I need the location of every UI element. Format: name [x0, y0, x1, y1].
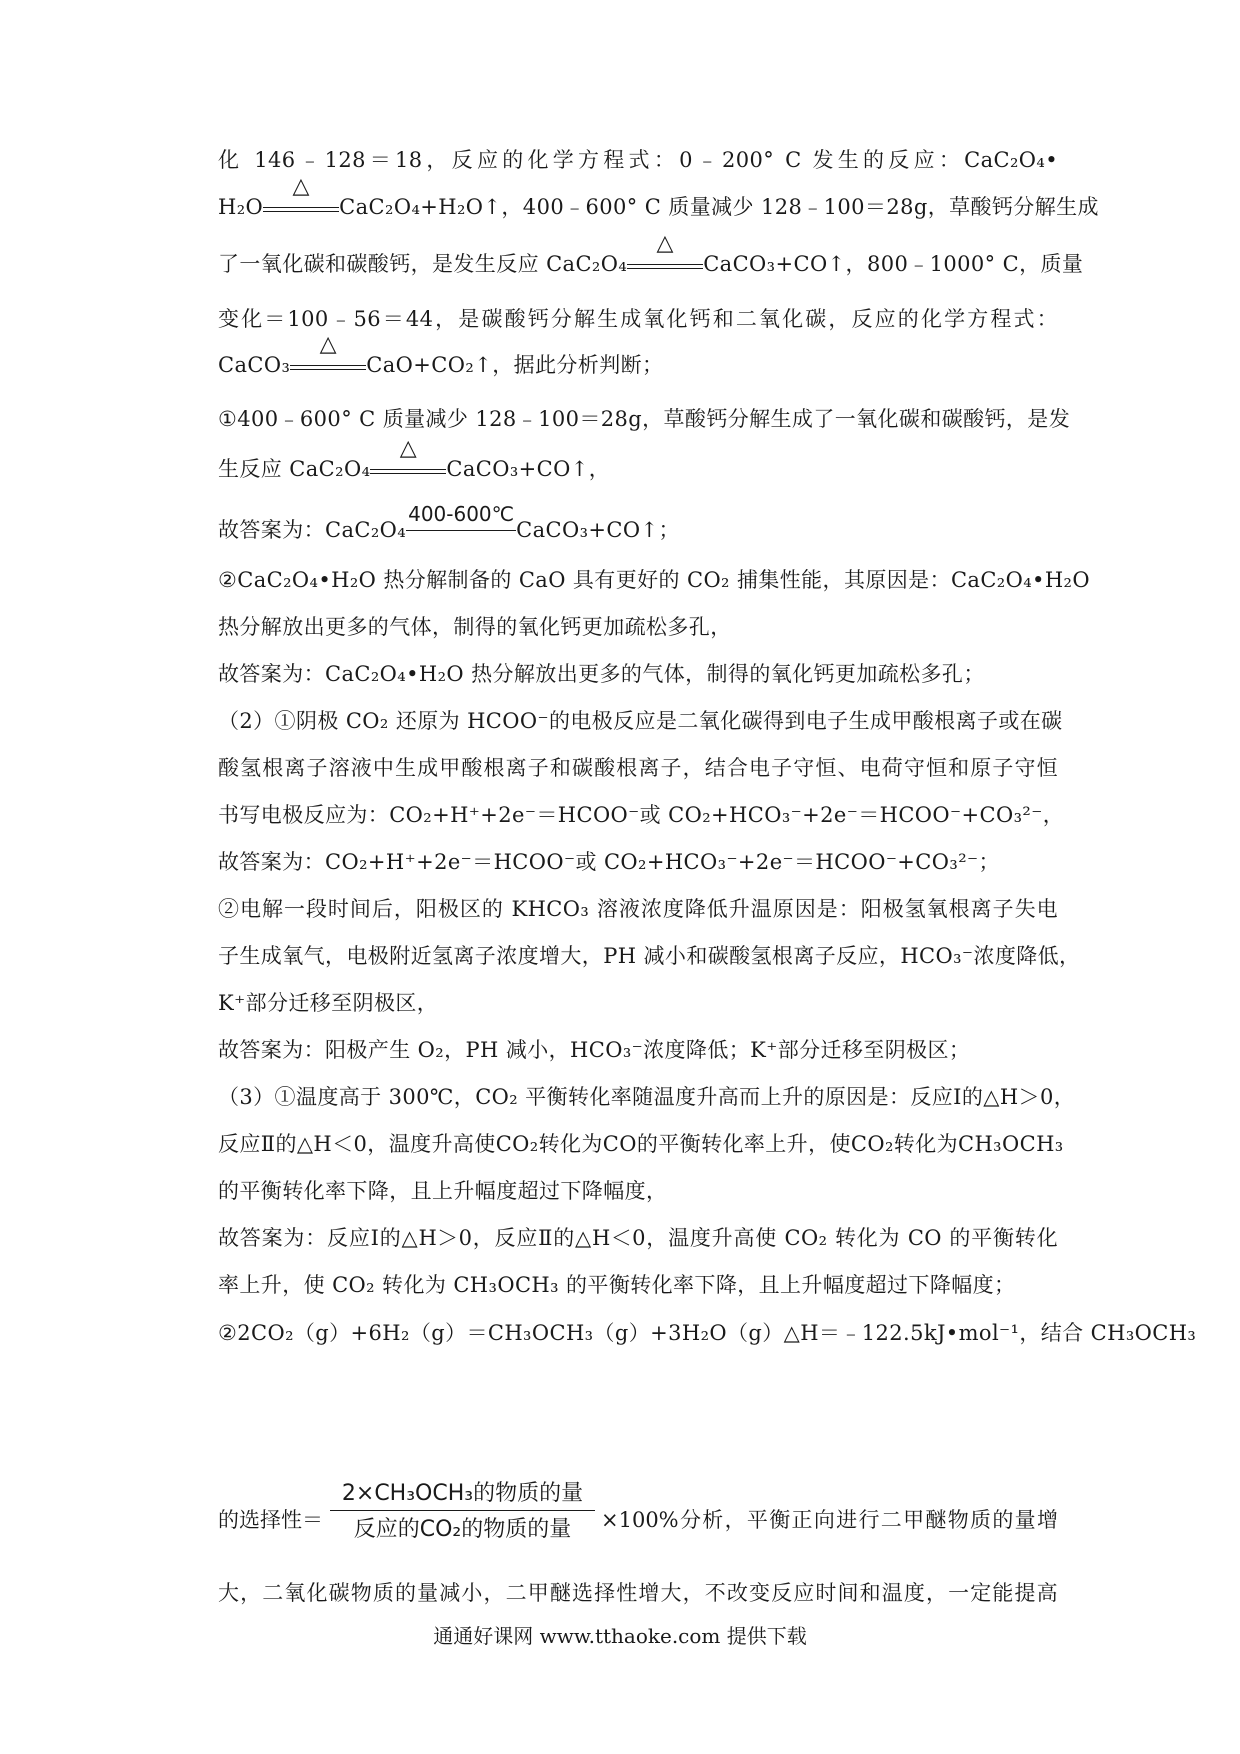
equation-left: 故答案为：CaC₂O₄ — [218, 518, 407, 542]
heat-condition: △ — [292, 174, 310, 199]
equation-left: 了一氧化碳和碳酸钙，是发生反应 CaC₂O₄ — [218, 252, 628, 276]
fraction-numerator: 2×CH₃OCH₃的物质的量 — [330, 1478, 595, 1511]
equation-line — [218, 332, 1058, 380]
heat-arrow — [263, 174, 339, 222]
equation-left: 生反应 CaC₂O₄ — [218, 457, 371, 481]
heat-arrow — [370, 436, 446, 484]
heat-condition: △ — [399, 436, 418, 461]
text-line: ②电解一段时间后，阳极区的 KHCO₃ 溶液浓度降低升温原因是：阳极氢氧根离子失电 — [218, 897, 1058, 921]
text-line: 变化＝100﹣56＝44，是碳酸钙分解生成氧化钙和二氧化碳，反应的化学方程式： — [218, 307, 1058, 331]
page-footer: 通通好课网 www.tthaoke.com 提供下载 — [433, 1624, 807, 1648]
equation-right: CaO+CO₂↑，据此分析判断； — [366, 353, 664, 377]
formula-label: 的选择性＝ — [218, 1508, 323, 1532]
text-line: ②CaC₂O₄•H₂O 热分解制备的 CaO 具有更好的 CO₂ 捕集性能，其原因是：CaC₂O₄•H₂O — [218, 568, 1090, 592]
text-line: 反应Ⅱ的△H＜0，温度升高使CO₂转化为CO的平衡转化率上升，使CO₂转化为CH₃OCH₃ — [218, 1132, 1064, 1156]
selectivity-formula-line — [218, 1478, 1118, 1558]
text-line: ①400﹣600° C 质量减少 128﹣100＝28g，草酸钙分解生成了一氧化碳和碳酸钙，是发 — [218, 407, 1071, 431]
text-line: 故答案为：反应Ⅰ的△H＞0，反应Ⅱ的△H＜0，温度升高使 CO₂ 转化为 CO 的平衡转化 — [218, 1226, 1058, 1250]
text-line: 故答案为：阳极产生 O₂，PH 减小，HCO₃⁻浓度降低；K⁺部分迁移至阴极区； — [218, 1038, 971, 1062]
text-line: 故答案为：CaC₂O₄•H₂O 热分解放出更多的气体，制得的氧化钙更加疏松多孔； — [218, 662, 985, 686]
text-line: 大，二氧化碳物质的量减小，二甲醚选择性增大，不改变反应时间和温度，一定能提高 — [218, 1581, 1058, 1605]
heat-condition: △ — [656, 231, 674, 256]
equation-right: CaC₂O₄+H₂O↑，400﹣600° C 质量减少 128﹣100＝28g，草酸钙分解生成 — [339, 195, 1099, 219]
text-line: 的平衡转化率下降，且上升幅度超过下降幅度， — [218, 1179, 668, 1203]
text-line: 故答案为：CO₂+H⁺+2e⁻＝HCOO⁻或 CO₂+HCO₃⁻+2e⁻＝HCOO⁻+CO₃²⁻； — [218, 850, 1000, 874]
text-line: 子生成氧气，电极附近氢离子浓度增大，PH 减小和碳酸氢根离子反应，HCO₃⁻浓度降低， — [218, 944, 1081, 968]
text-line: 酸氢根离子溶液中生成甲酸根离子和碳酸根离子，结合电子守恒、电荷守恒和原子守恒 — [218, 756, 1058, 780]
heat-condition: △ — [319, 332, 337, 357]
formula-rest: ×100%分析，平衡正向进行二甲醚物质的量增 — [601, 1508, 1058, 1532]
fraction-denominator: 反应的CO₂的物质的量 — [353, 1517, 572, 1542]
equation-right: CaCO₃+CO↑； — [516, 518, 680, 542]
equation-left: H₂O — [218, 195, 264, 219]
text-line: K⁺部分迁移至阴极区， — [218, 991, 439, 1015]
equation-line — [218, 231, 1084, 279]
equation-left: CaCO₃ — [218, 353, 291, 377]
equation-line — [218, 502, 1058, 545]
text-line: 热分解放出更多的气体，制得的氧化钙更加疏松多孔， — [218, 615, 732, 639]
text-line: 化 146﹣128＝18，反应的化学方程式：0﹣200° C 发生的反应：CaC₂O₄• — [218, 148, 1058, 172]
equation-line — [218, 174, 1099, 222]
selectivity-fraction — [330, 1478, 595, 1545]
heat-arrow — [290, 332, 366, 380]
text-line: （3）①温度高于 300℃，CO₂ 平衡转化率随温度升高而上升的原因是：反应Ⅰ的△H＞0， — [218, 1085, 1076, 1109]
equation-right: CaCO₃+CO↑，800﹣1000° C，质量 — [703, 252, 1084, 276]
temperature-arrow — [406, 502, 516, 545]
temperature-condition: 400-600℃ — [408, 502, 515, 526]
heat-arrow — [627, 231, 703, 279]
text-line: 率上升，使 CO₂ 转化为 CH₃OCH₃ 的平衡转化率下降，且上升幅度超过下降幅度； — [218, 1273, 1016, 1297]
equation-line — [218, 436, 1058, 484]
text-line: 书写电极反应为：CO₂+H⁺+2e⁻＝HCOO⁻或 CO₂+HCO₃⁻+2e⁻＝HCOO⁻+CO₃²⁻， — [218, 803, 1065, 827]
text-line: （2）①阴极 CO₂ 还原为 HCOO⁻的电极反应是二氧化碳得到电子生成甲酸根离子或在碳 — [218, 709, 1063, 733]
equation-right: CaCO₃+CO↑， — [446, 457, 611, 481]
text-line: ②2CO₂（g）+6H₂（g）＝CH₃OCH₃（g）+3H₂O（g）△H＝﹣122.5kJ•mol⁻¹，结合 CH₃OCH₃ — [218, 1321, 1197, 1345]
